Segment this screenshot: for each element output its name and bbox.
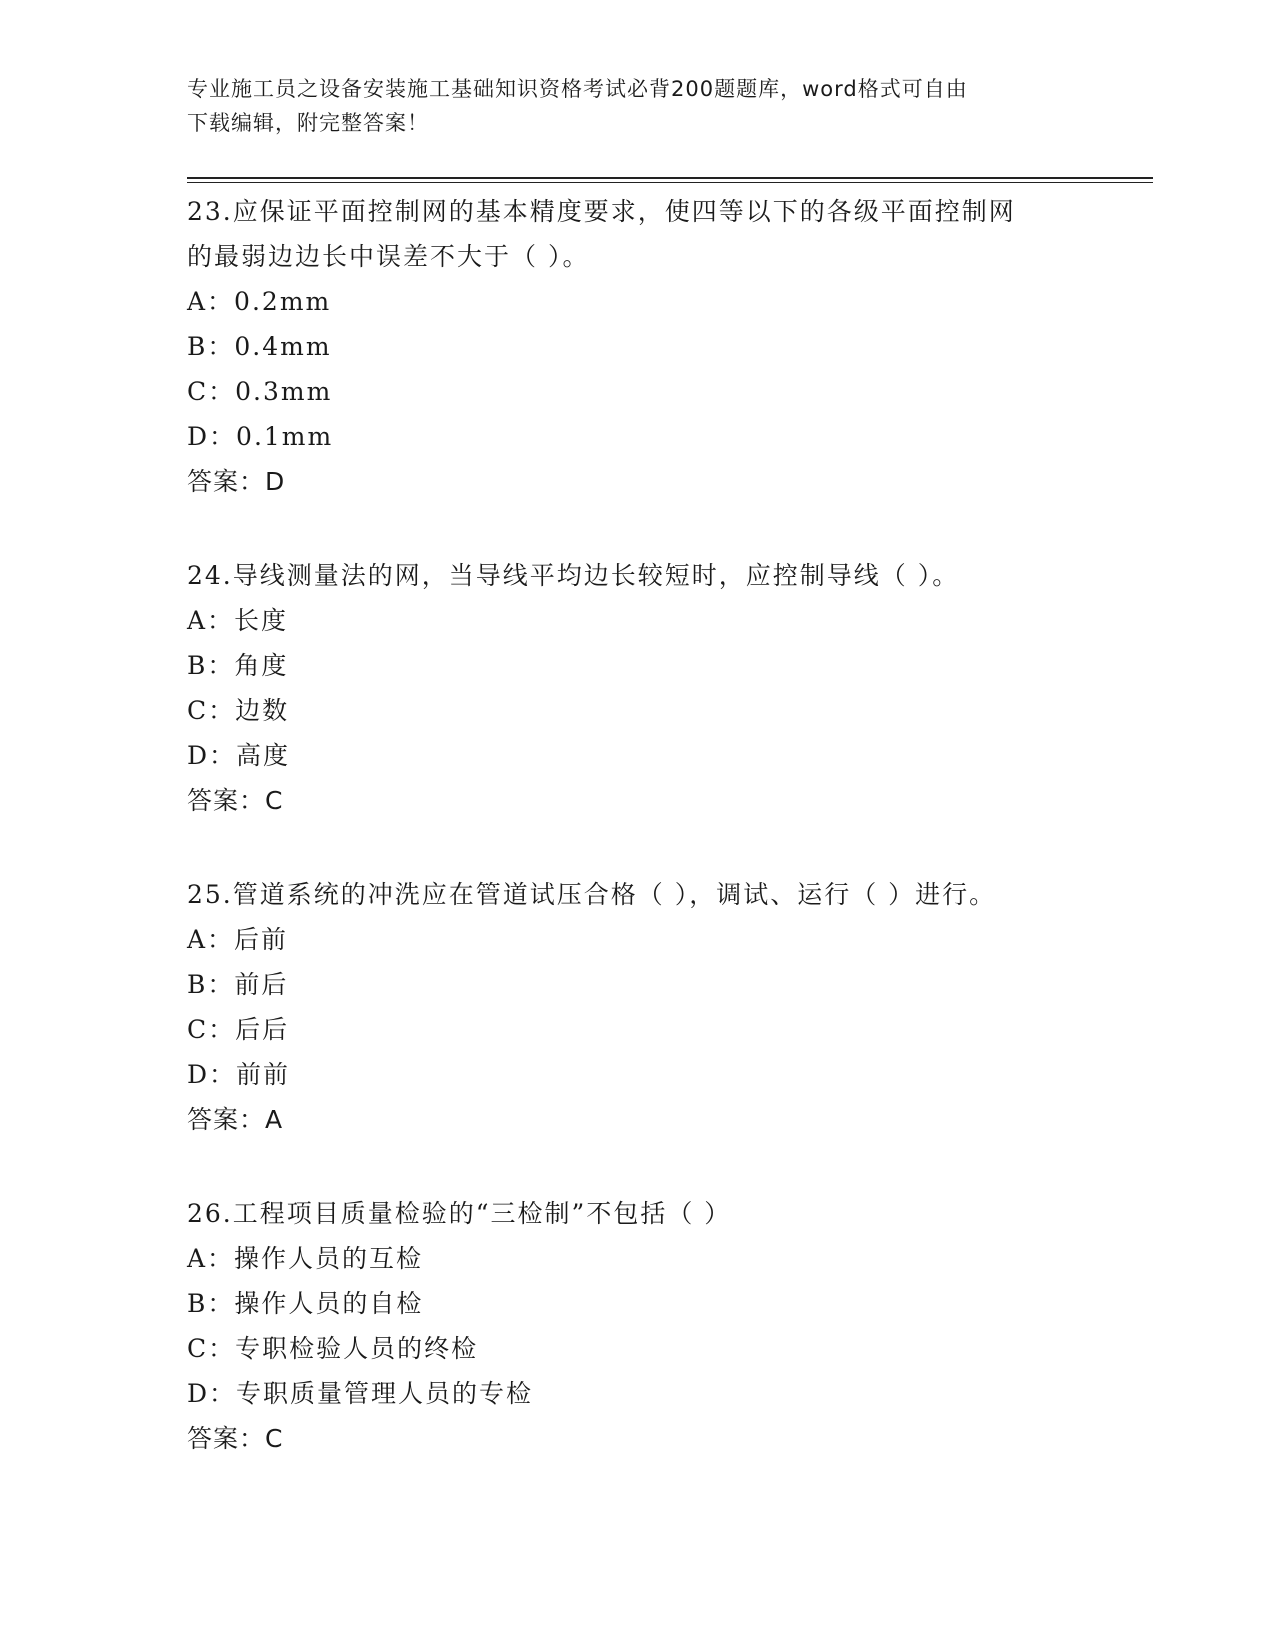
question-stem-continued: 的最弱边边长中误差不大于（ ）。	[187, 242, 590, 271]
answer: 答案：A	[187, 1105, 284, 1134]
answer: 答案：C	[187, 1424, 284, 1453]
question-25	[187, 872, 1087, 1142]
option-c: C：专职检验人员的终检	[187, 1334, 479, 1363]
question-23	[187, 189, 1087, 504]
option-d: D：专职质量管理人员的专检	[187, 1379, 534, 1408]
option-a: A：操作人员的互检	[187, 1244, 424, 1273]
question-stem: 26.工程项目质量检验的“三检制”不包括（ ）	[187, 1199, 732, 1228]
question-stem: 25.管道系统的冲洗应在管道试压合格（ ），调试、运行（ ）进行。	[187, 880, 997, 909]
option-a: A：0.2mm	[187, 287, 332, 316]
option-b: B：前后	[187, 970, 289, 999]
option-d: D：前前	[187, 1060, 291, 1089]
option-c: C：后后	[187, 1015, 290, 1044]
header-line-1: 专业施工员之设备安装施工基础知识资格考试必背200题题库，word格式可自由	[187, 77, 968, 101]
option-b: B：0.4mm	[187, 332, 332, 361]
question-stem: 24.导线测量法的网，当导线平均边长较短时，应控制导线（ ）。	[187, 561, 960, 590]
answer: 答案：C	[187, 786, 284, 815]
question-26	[187, 1191, 1087, 1461]
option-c: C：0.3mm	[187, 377, 333, 406]
header-divider-thin	[187, 182, 1153, 183]
header-line-2: 下载编辑，附完整答案！	[187, 111, 429, 135]
question-24	[187, 553, 1087, 823]
option-a: A：长度	[187, 606, 289, 635]
option-a: A：后前	[187, 925, 289, 954]
document-header	[187, 72, 1067, 140]
option-c: C：边数	[187, 696, 290, 725]
question-stem: 23.应保证平面控制网的基本精度要求，使四等以下的各级平面控制网	[187, 197, 1016, 226]
option-d: D：0.1mm	[187, 422, 334, 451]
answer: 答案：D	[187, 467, 286, 496]
header-divider-thick	[187, 177, 1153, 179]
option-b: B：角度	[187, 651, 289, 680]
option-b: B：操作人员的自检	[187, 1289, 424, 1318]
option-d: D：高度	[187, 741, 291, 770]
